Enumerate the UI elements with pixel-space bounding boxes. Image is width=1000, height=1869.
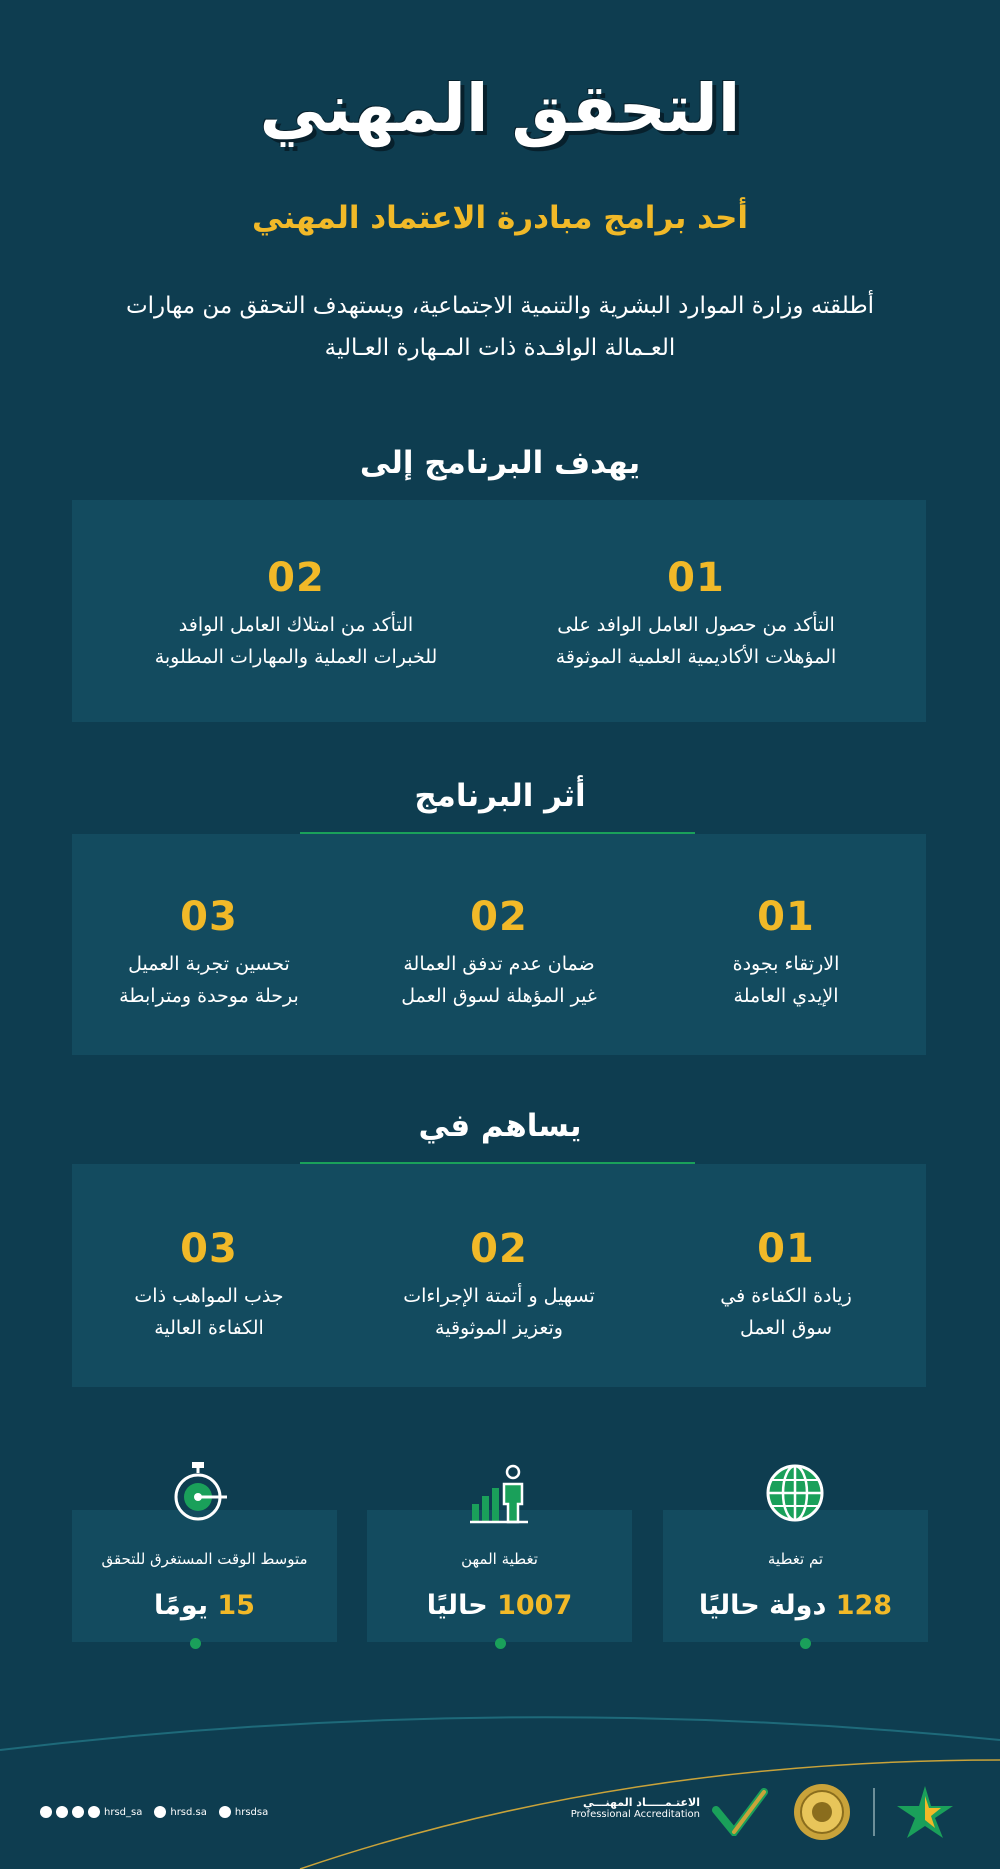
impact-item-1 — [656, 894, 916, 1012]
stat-value-time — [72, 1590, 337, 1621]
intro-text — [70, 285, 930, 369]
contributes-text-3-line-2: الكفاءة العالية — [154, 1317, 264, 1339]
stat-label-professions: تغطية المهن — [461, 1550, 538, 1568]
contributes-text-2-line-1: تسهيل و أتمتة الإجراءات — [403, 1285, 595, 1307]
social-handle-x[interactable]: hrsd_sa — [104, 1806, 143, 1818]
impact-text-1 — [656, 948, 916, 1012]
web-icon[interactable] — [154, 1806, 166, 1818]
ministry-seal-logo — [792, 1782, 852, 1842]
stat-label-time: متوسط الوقت المستغرق للتحقق — [101, 1550, 308, 1568]
accreditation-check-logo — [712, 1788, 768, 1836]
impact-text-3 — [79, 948, 339, 1012]
contributes-card — [72, 1164, 926, 1387]
impact-text-3-line-1: تحسين تجربة العميل — [128, 953, 290, 975]
contributes-text-2 — [369, 1280, 629, 1344]
contributes-item-3 — [79, 1226, 339, 1344]
stat-unit-countries: دولة حاليًا — [698, 1590, 827, 1621]
stat-unit-time: يومًا — [154, 1590, 208, 1621]
intro-line-2: العـمالة الوافـدة ذات المـهارة العـالية — [324, 335, 676, 361]
goal-text-1-line-2: المؤهلات الأكاديمية العلمية الموثوقة — [555, 646, 837, 668]
stat-label-countries: تم تغطية — [767, 1550, 824, 1568]
impact-number-3: 03 — [180, 894, 238, 940]
linkedin-icon[interactable] — [40, 1806, 52, 1818]
social-handle-snap[interactable]: hrsdsa — [234, 1806, 269, 1818]
goal-text-2 — [106, 609, 486, 673]
stat-box-professions — [367, 1510, 632, 1642]
impact-text-2-line-2: غير المؤهلة لسوق العمل — [401, 985, 597, 1007]
footer-divider — [873, 1788, 875, 1836]
stat-number-professions: 1007 — [497, 1590, 573, 1621]
goal-item-2 — [106, 555, 486, 673]
impact-section-title: أثر البرنامج — [414, 778, 586, 814]
stat-number-countries: 128 — [835, 1590, 893, 1621]
stat-unit-professions: حاليًا — [426, 1590, 488, 1621]
hrsd-star-logo — [893, 1782, 957, 1842]
contributes-text-1-line-2: سوق العمل — [739, 1317, 833, 1339]
goal-item-1 — [506, 555, 886, 673]
goal-text-1 — [506, 609, 886, 673]
impact-text-2-line-1: ضمان عدم تدفق العمالة — [403, 953, 595, 975]
social-handle-web[interactable]: hrsd.sa — [170, 1806, 207, 1818]
intro-line-1: أطلقته وزارة الموارد البشرية والتنمية الاجتماعية، ويستهدف التحقق من مهارات — [125, 293, 875, 319]
impact-text-1-line-1: الارتقاء بجودة — [732, 953, 840, 975]
stat-dot-countries — [800, 1638, 811, 1649]
contributes-item-2 — [369, 1226, 629, 1344]
page-title: التحقق المهني — [259, 70, 741, 147]
globe-icon — [762, 1460, 828, 1526]
contributes-number-1: 01 — [757, 1226, 815, 1272]
contributes-text-3 — [79, 1280, 339, 1344]
page-subtitle: أحد برامج مبادرة الاعتماد المهني — [251, 200, 749, 236]
impact-text-1-line-2: الإيدي العاملة — [733, 985, 839, 1007]
contributes-text-2-line-2: وتعزيز الموثوقية — [435, 1317, 563, 1339]
goal-text-2-line-2: للخبرات العملية والمهارات المطلوبة — [154, 646, 438, 668]
stat-number-time: 15 — [217, 1590, 255, 1621]
youtube-icon[interactable] — [56, 1806, 68, 1818]
goal-number-1: 01 — [667, 555, 725, 601]
snapchat-icon[interactable] — [219, 1806, 231, 1818]
stopwatch-icon — [165, 1460, 231, 1526]
impact-number-2: 02 — [470, 894, 528, 940]
contributes-number-2: 02 — [470, 1226, 528, 1272]
brand-english: Professional Accreditation — [570, 1809, 700, 1820]
goals-section-title: يهدف البرنامج إلى — [359, 445, 641, 481]
contributes-text-3-line-1: جذب المواهب ذات — [134, 1285, 284, 1307]
stat-value-countries — [663, 1590, 928, 1621]
stat-dot-professions — [495, 1638, 506, 1649]
facebook-icon[interactable] — [72, 1806, 84, 1818]
profession-growth-icon — [466, 1460, 532, 1526]
stat-value-professions — [367, 1590, 632, 1621]
stat-box-time — [72, 1510, 337, 1642]
impact-number-1: 01 — [757, 894, 815, 940]
goals-card — [72, 500, 926, 722]
contributes-section-title: يساهم في — [418, 1108, 582, 1144]
goal-text-1-line-1: التأكد من حصول العامل الوافد على — [557, 614, 835, 636]
impact-item-2 — [369, 894, 629, 1012]
impact-card — [72, 834, 926, 1055]
goal-number-2: 02 — [267, 555, 325, 601]
brand-arabic: الاعتـمـــــاد المهنـــي — [583, 1796, 700, 1809]
contributes-number-3: 03 — [180, 1226, 238, 1272]
contributes-item-1 — [656, 1226, 916, 1344]
impact-text-3-line-2: برحلة موحدة ومترابطة — [119, 985, 299, 1007]
stat-box-countries — [663, 1510, 928, 1642]
impact-text-2 — [369, 948, 629, 1012]
goal-text-2-line-1: التأكد من امتلاك العامل الوافد — [178, 614, 414, 636]
instagram-icon[interactable] — [88, 1806, 100, 1818]
stat-dot-time — [190, 1638, 201, 1649]
accreditation-brand — [550, 1796, 700, 1820]
contributes-text-1 — [656, 1280, 916, 1344]
impact-item-3 — [79, 894, 339, 1012]
social-links — [40, 1806, 268, 1818]
contributes-text-1-line-1: زيادة الكفاءة في — [720, 1285, 852, 1307]
